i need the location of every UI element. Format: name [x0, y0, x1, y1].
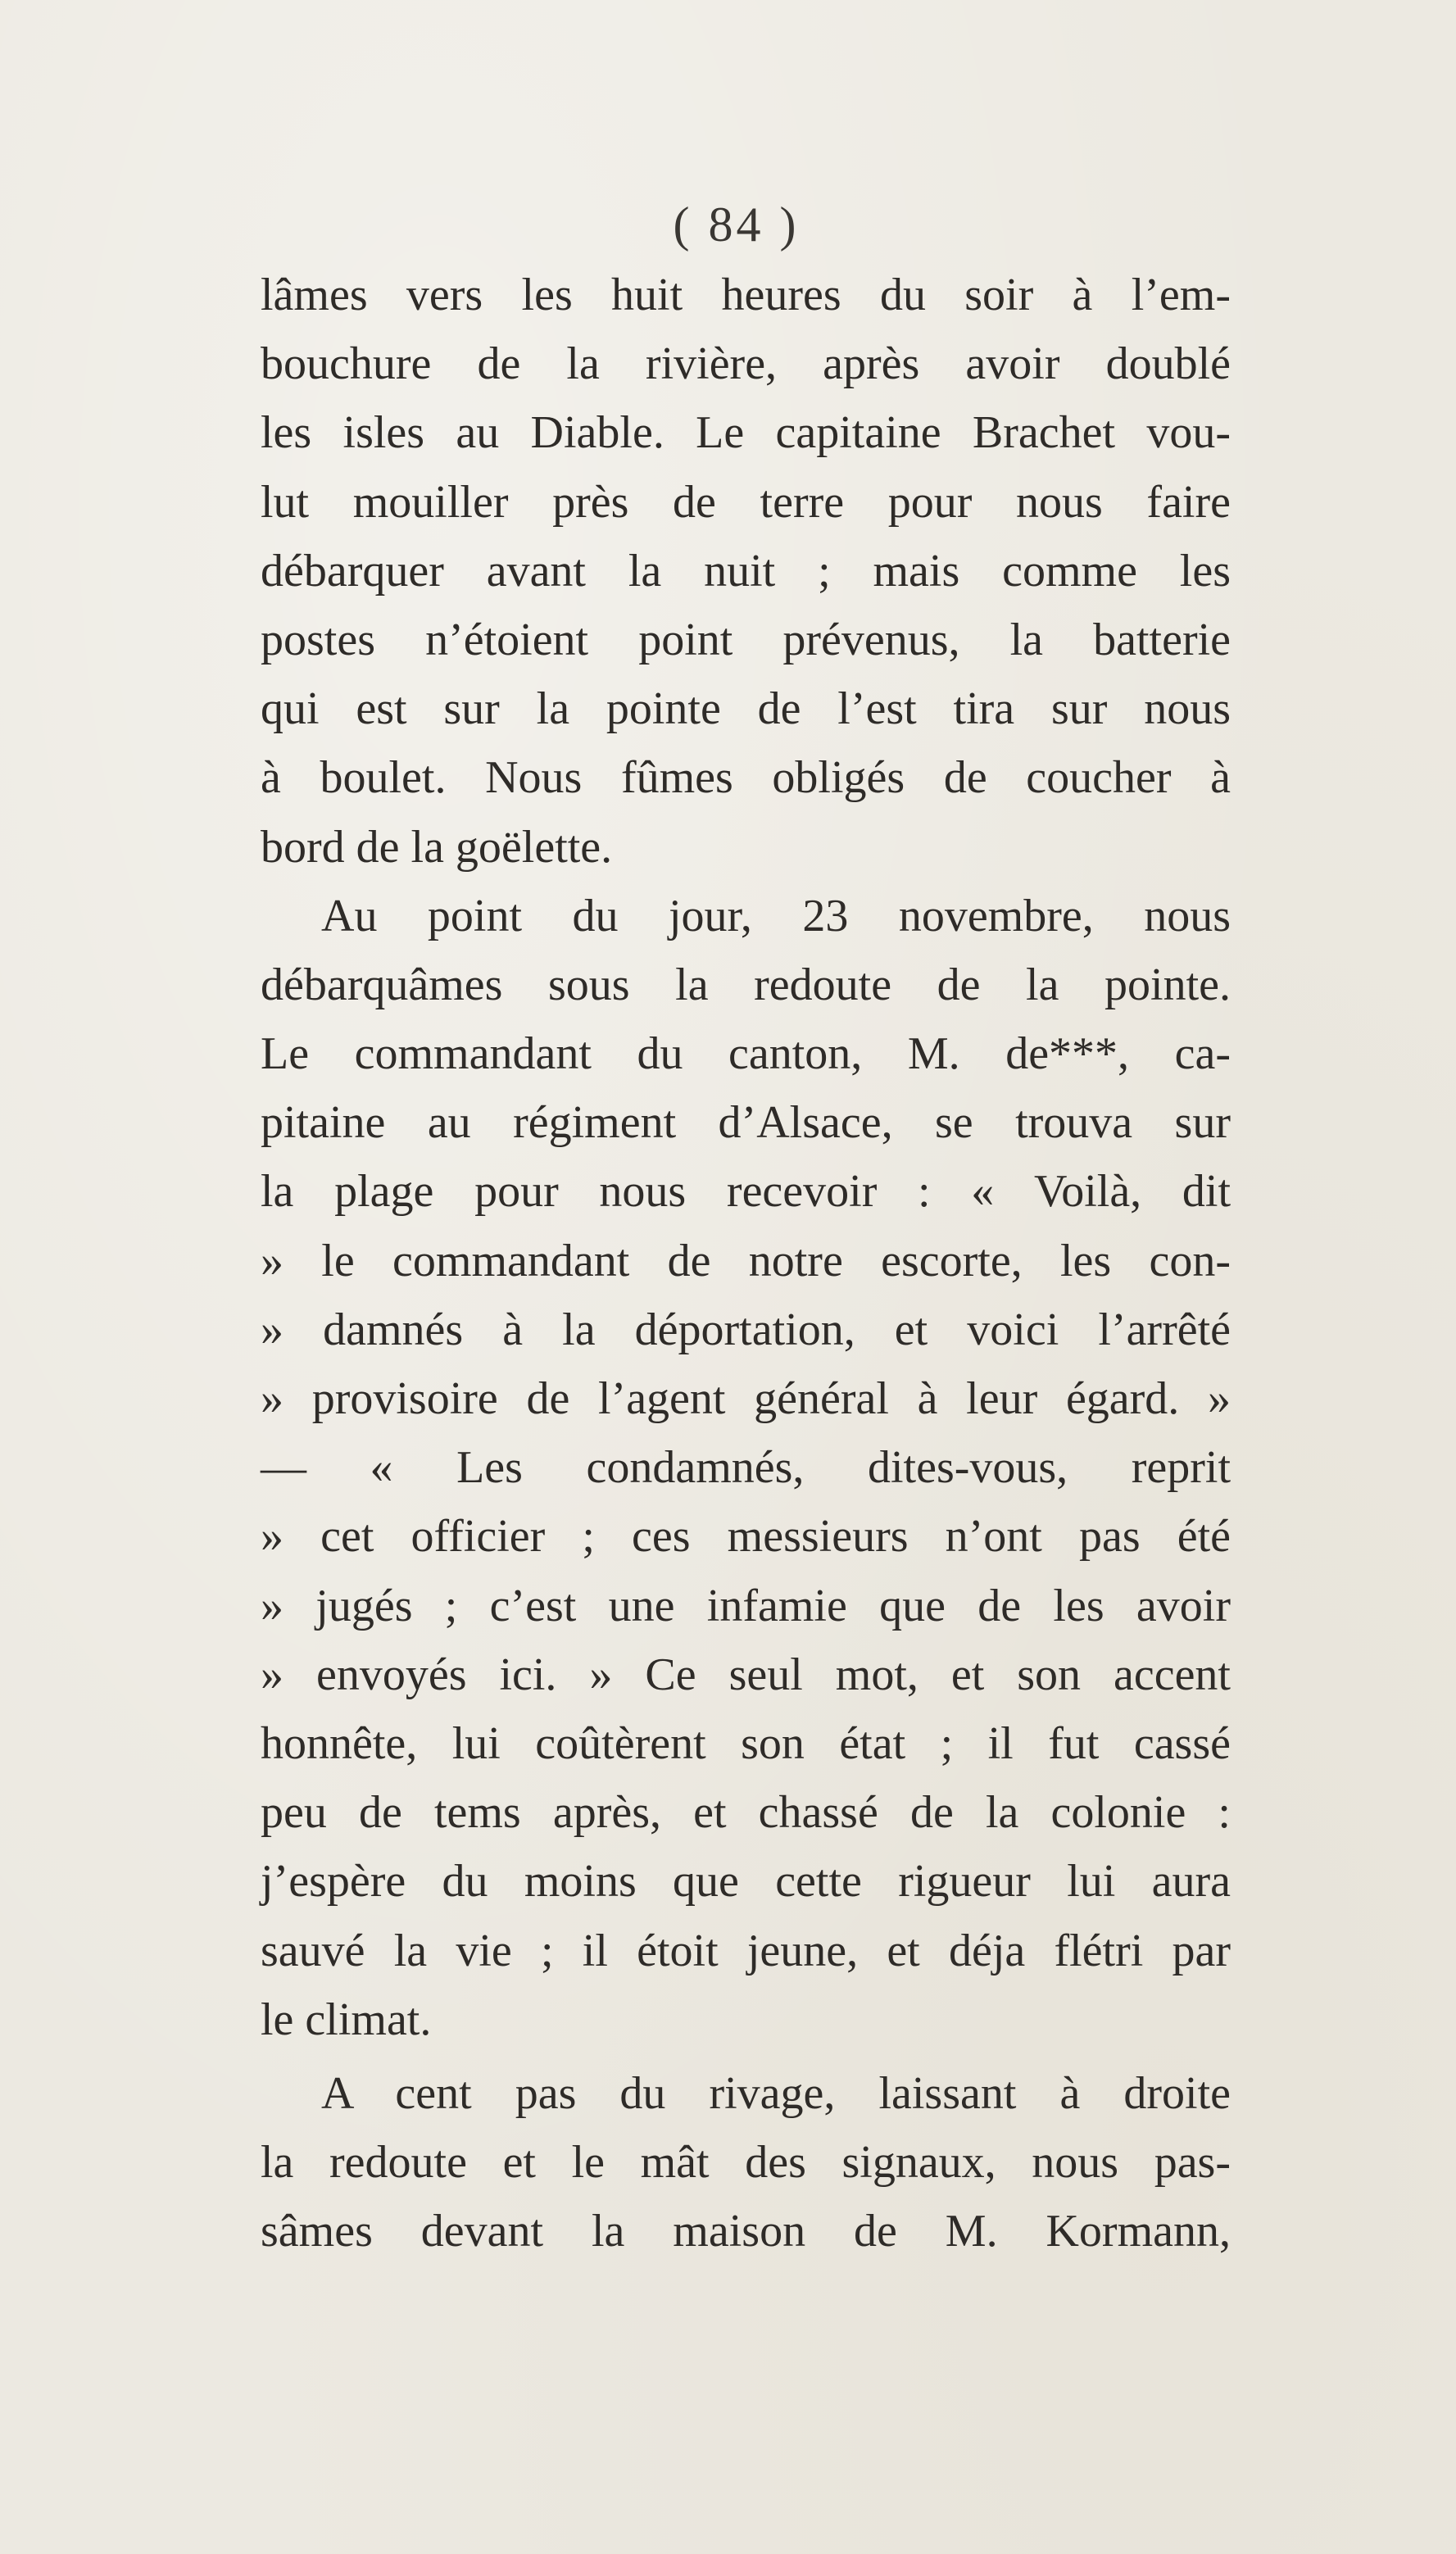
body-text [261, 261, 1231, 2266]
text-line: lâmes vers les huit heures du soir à l’em- [261, 270, 1231, 320]
text-line: sâmes devant la maison de M. Kormann, [261, 2206, 1231, 2257]
text-line: Au point du jour, 23 novembre, nous [321, 890, 1231, 941]
text-line: sauvé la vie ; il étoit jeune, et déja flétri par [261, 1925, 1231, 1976]
text-line: A cent pas du rivage, laissant à droite [321, 2067, 1231, 2119]
text-line: » cet officier ; ces messieurs n’ont pas été [261, 1511, 1231, 1563]
text-line: Le commandant du canton, M. de***, ca- [261, 1028, 1231, 1080]
paragraph-3 [261, 2059, 1231, 2266]
text-line: la redoute et le mât des signaux, nous pas- [261, 2137, 1231, 2189]
text-line: lut mouiller près de terre pour nous faire [261, 476, 1231, 528]
text-line: bouchure de la rivière, après avoir doublé [261, 338, 1231, 390]
text-line: débarquâmes sous la redoute de la pointe. [261, 959, 1231, 1010]
paragraph-1 [261, 261, 1231, 882]
text-line: j’espère du moins que cette rigueur lui aura [261, 1856, 1231, 1908]
text-line: pitaine au régiment d’Alsace, se trouva sur [261, 1097, 1231, 1149]
text-line: les isles au Diable. Le capitaine Brachet vou- [261, 407, 1231, 459]
text-line: » provisoire de l’agent général à leur égard. » [261, 1373, 1231, 1424]
text-line: le climat. [261, 1994, 432, 2045]
text-line: à boulet. Nous fûmes obligés de coucher à [261, 752, 1231, 804]
text-line: — « Les condamnés, dites-vous, reprit [261, 1442, 1231, 1494]
text-line: postes n’étoient point prévenus, la batterie [261, 614, 1231, 665]
text-line: » jugés ; c’est une infamie que de les avoir [261, 1580, 1231, 1631]
text-line: » damnés à la déportation, et voici l’arrêté [261, 1304, 1231, 1355]
text-line: peu de tems après, et chassé de la colonie : [261, 1787, 1231, 1839]
text-line: » le commandant de notre escorte, les con- [261, 1235, 1231, 1286]
text-line: qui est sur la pointe de l’est tira sur nous [261, 683, 1231, 735]
text-line: honnête, lui coûtèrent son état ; il fut cassé [261, 1717, 1231, 1769]
text-line: » envoyés ici. » Ce seul mot, et son accent [261, 1649, 1231, 1700]
text-line: débarquer avant la nuit ; mais comme les [261, 545, 1231, 597]
text-line: bord de la goëlette. [261, 821, 613, 873]
paragraph-2 [261, 882, 1231, 2054]
page-number: ( 84 ) [673, 197, 800, 252]
text-line: la plage pour nous recevoir : « Voilà, dit [261, 1166, 1231, 1218]
